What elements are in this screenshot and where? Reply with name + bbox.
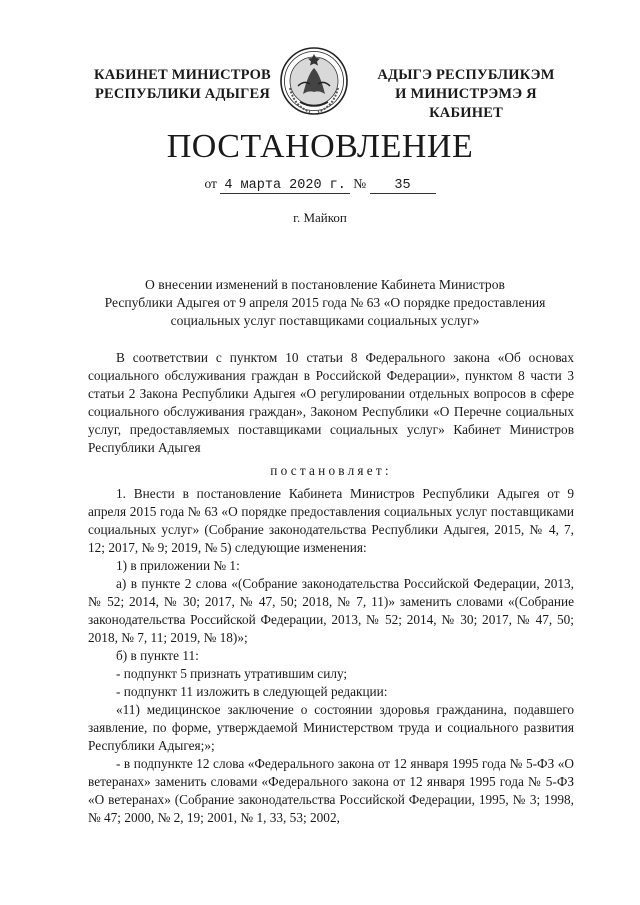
date-prefix: от <box>204 176 217 191</box>
coat-of-arms-icon <box>278 44 350 120</box>
organization-name-adyghe <box>366 66 566 123</box>
org-ru-line-1: КАБИНЕТ МИНИСТРОВ <box>94 67 271 83</box>
body-paragraph-1: 1. Внести в постановление Кабинета Министров Республики Адыгея от 9 апреля 2015 года № 63 «О порядке предоставления социальных услуг поставщиками социальных услуг» (Собрание законодательства Республики Адыгея, 2015, № 4, 7, 12; 2017, № 9; 2019, № 5) следующие изменения: <box>88 486 574 555</box>
document-number: 35 <box>370 178 436 194</box>
body-paragraph-8: - в подпункте 12 слова «Федерального закона от 12 января 1995 года № 5-ФЗ «О ветеранах» заменить словами «Федерального закона от 12 января 1995 года № 5-ФЗ «О ветеранах» (Собрание законодательства Российской Федерации, 1995, № 3; 1998, № 47; 2000, № 2, 19; 2001, № 1, 33, 53; 2002, <box>88 756 574 825</box>
decree-word: постановляет: <box>270 463 392 478</box>
date-number-line <box>0 176 640 194</box>
organization-name-russian <box>90 66 275 104</box>
document-body <box>88 349 574 827</box>
body-paragraph-7: «11) медицинское заключение о состоянии здоровья гражданина, подавшего заявление, по форме, утверждаемой Министерством труда и социального развития Республики Адыгея;»; <box>88 702 574 753</box>
body-paragraph-2: 1) в приложении № 1: <box>116 558 240 573</box>
subject-line-1: О внесении изменений в постановление Кабинета Министров <box>145 277 505 292</box>
preamble-paragraph: В соответствии с пунктом 10 статьи 8 Федерального закона «Об основах социального обслуживания граждан в Российской Федерации», пунктом 8 части 3 статьи 2 Закона Республики Адыгея «О регулировании отдельных вопросов в сфере социального обслуживания граждан», Законом Республики «О Перечне социальных услуг, предоставляемых поставщиками социальных услуг» Кабинет Министров Республики Адыгея <box>88 350 574 455</box>
body-paragraph-5: - подпункт 5 признать утратившим силу; <box>116 666 348 681</box>
org-ru-line-2: РЕСПУБЛИКИ АДЫГЕЯ <box>94 86 271 102</box>
org-ady-line-2: И МИНИСТРЭМЭ Я КАБИНЕТ <box>395 86 537 121</box>
org-ady-line-1: АДЫГЭ РЕСПУБЛИКЭМ <box>377 67 555 83</box>
document-subject <box>80 276 570 330</box>
number-prefix: № <box>353 176 367 191</box>
document-title: ПОСТАНОВЛЕНИЕ <box>166 128 474 165</box>
city-name: г. Майкоп <box>293 210 347 225</box>
subject-line-2: Республики Адыгея от 9 апреля 2015 года № 63 «О порядке предоставления <box>104 295 546 310</box>
document-date: 4 марта 2020 г. <box>220 178 350 194</box>
body-paragraph-3: а) в пункте 2 слова «(Собрание законодательства Российской Федерации, 2013, № 52; 2014, № 30; 2017, № 47, 50; 2018, № 7, 11)» заменить словами «(Собрание законодательства Российской Федерации, 2013, № 52; 2014, № 30; 2017, № 47, 50; 2018, № 7, 11; 2019, № 18)»; <box>88 576 574 645</box>
body-paragraph-4: б) в пункте 11: <box>116 648 199 663</box>
subject-line-3: социальных услуг поставщиками социальных услуг» <box>170 313 480 328</box>
body-paragraph-6: - подпункт 11 изложить в следующей редакции: <box>116 684 388 699</box>
